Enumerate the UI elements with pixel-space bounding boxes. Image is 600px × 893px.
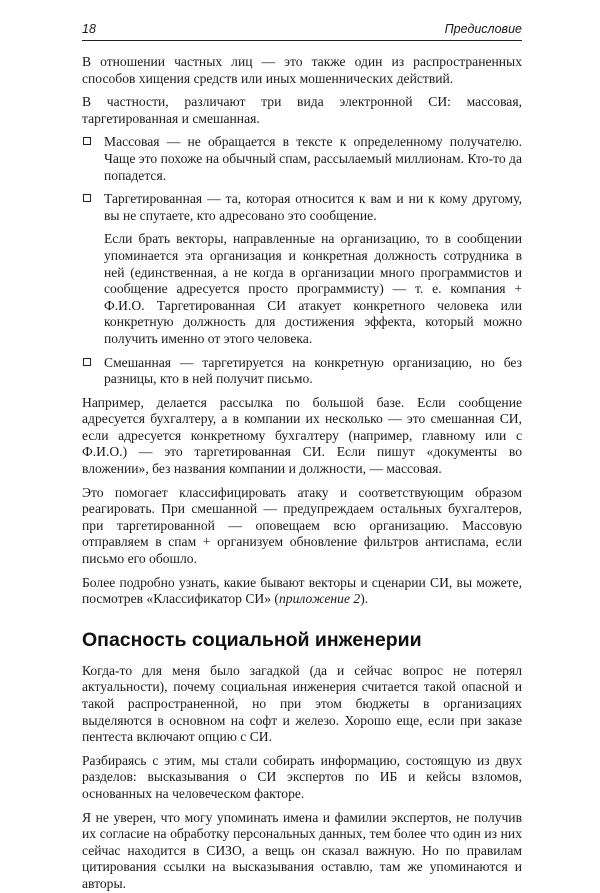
list-item [82, 134, 522, 184]
paragraph: Это помогает классифицировать атаку и соответствующим образом реагировать. При смешанной — предупреждаем остальных бухгалтеров, при таргетированной — оповещаем всю организацию. Массовую отправляем в спам + организуем обновление фильтров антиспама, если письмо его обошло. [82, 484, 522, 567]
paragraph: Когда-то для меня было загадкой (да и сейчас вопрос не потерял актуальности), почему социальная инженерия считается такой опасной и такой распространенной, но при этом бюджеты в организациях выделяются в основном на софт и железо. Хорошо еще, если при заказе пентеста включают опцию с СИ. [82, 662, 522, 745]
paragraph: В отношении частных лиц — это также один из распространенных способов хищения средств или иных мошеннических действий. [82, 54, 522, 86]
paragraph-text: ). [360, 591, 369, 607]
list-item [82, 355, 522, 388]
appendix-reference: приложение 2 [278, 591, 361, 607]
list-item [82, 191, 522, 224]
paragraph: Разбираясь с этим, мы стали собирать информацию, состоящую из двух разделов: высказывания о СИ экспертов по ИБ и кейсы взломов, основанных на человеческом факторе. [82, 752, 522, 801]
checkbox-bullet-icon [83, 137, 91, 145]
list-item-text: Массовая — не обращается в тексте к определенному получателю. Чаще это похоже на обычный спам, рассылаемый миллионам. Кто-то да попадется. [104, 134, 522, 183]
paragraph-text: Более подробно узнать, какие бывают векторы и сценарии СИ, вы можете, посмотрев «Классификатор СИ» ( [82, 574, 522, 607]
list-item-continuation: Если брать векторы, направленные на организацию, то в сообщении упоминается эта организация и конкретная должность сотрудника в ней (единственная, а не когда в организации много программистов и сообщение адресуется просто программисту) — т. е. компания + Ф.И.О. Таргетированная СИ атакует конкретного человека или конкретную должность для достижения эффекта, который можно получить именно от этого человека. [104, 231, 522, 346]
checkbox-bullet-icon [83, 194, 91, 202]
paragraph: В частности, различают три вида электронной СИ: массовая, таргетированная и смешанная. [82, 94, 522, 126]
page-content [82, 54, 522, 893]
checkbox-bullet-icon [83, 358, 91, 366]
paragraph: Я не уверен, что могу упоминать имена и фамилии экспертов, не получив их согласие на обработку персональных данных, тем более что один из них сейчас находится в СИЗО, а вещь он сказал важную. Но по правилам цитирования ссылки на высказывания оставлю, там же упоминаются и авторы. [82, 809, 522, 891]
list-item-text: Смешанная — таргетируется на конкретную организацию, но без разницы, кто в ней получит письмо. [104, 354, 522, 387]
paragraph [82, 575, 522, 608]
chapter-title: Предисловие [444, 22, 522, 36]
running-head [82, 0, 522, 41]
section-heading: Опасность социальной инженерии [82, 628, 422, 651]
list-item-text: Таргетированная — та, которая относится к вам и ни к кому другому, вы не спутаете, кто адресовано это сообщение. [104, 191, 522, 223]
page-number: 18 [82, 22, 96, 36]
paragraph: Например, делается рассылка по большой базе. Если сообщение адресуется бухгалтеру, а в компании их несколько — это смешанная СИ, если адресуется конкретному бухгалтеру (например, главному или с Ф.И.О.) — это таргетированная СИ. Если пишут «документы во вложении», без названия компании и должности, — массовая. [82, 394, 522, 477]
